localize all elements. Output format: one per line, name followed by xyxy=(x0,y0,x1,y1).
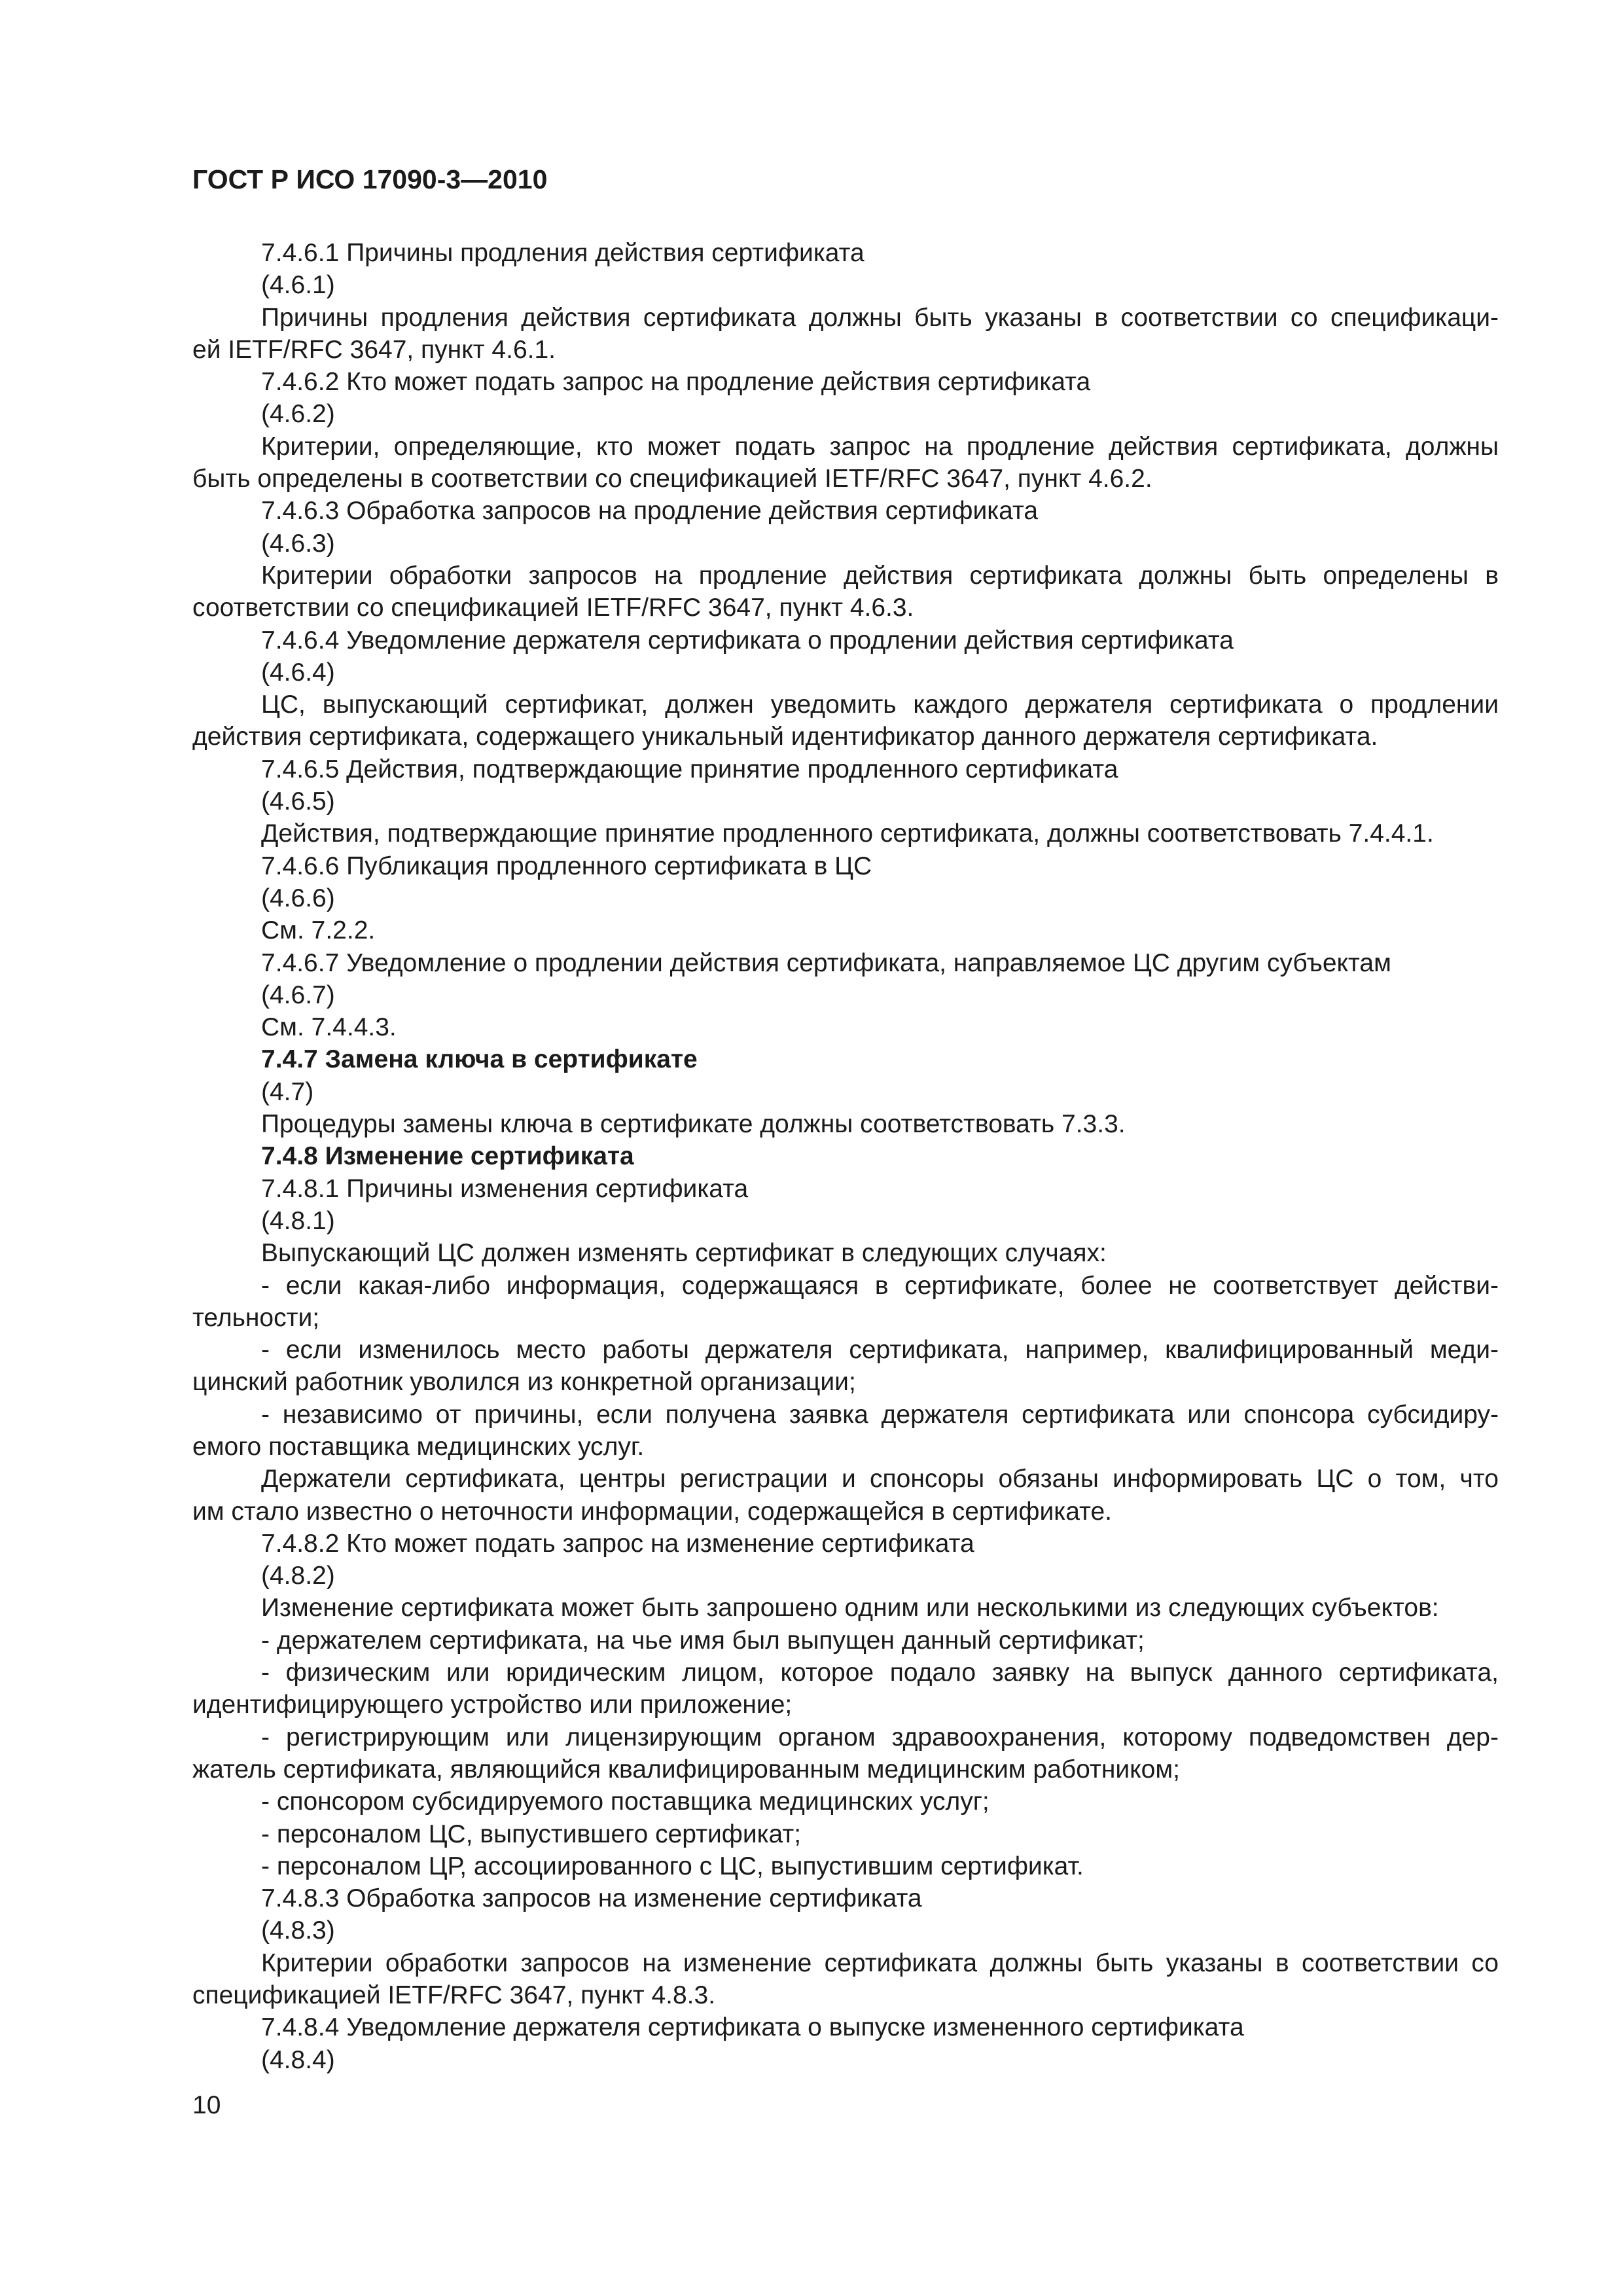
text-line: (4.6.5) xyxy=(261,787,335,816)
text-line: - персоналом ЦР, ассоциированного с ЦС, выпустившим сертификат. xyxy=(261,1852,1084,1880)
text-line: - если изменилось место работы держателя сертификата, например, квалифицированный меди- xyxy=(261,1336,1499,1365)
text-line: 7.4.8.4 Уведомление держателя сертификата о выпуске измененного сертификата xyxy=(261,2013,1244,2042)
text-line: Выпускающий ЦС должен изменять сертификат в следующих случаях: xyxy=(261,1239,1107,1268)
text-line: Причины продления действия сертификата должны быть указаны в соответствии со спецификаци- xyxy=(261,303,1499,332)
text-line: Изменение сертификата может быть запрошено одним или несколькими из следующих субъектов: xyxy=(261,1594,1439,1623)
text-line: 7.4.6.1 Причины продления действия сертификата xyxy=(261,239,865,267)
text-line: Критерии обработки запросов на продление действия сертификата должны быть определены в xyxy=(261,561,1499,590)
text-line: - держателем сертификата, на чье имя был выпущен данный сертификат; xyxy=(261,1626,1145,1655)
text-line: (4.7) xyxy=(261,1077,314,1106)
text-line: - спонсором субсидируемого поставщика медицинских услуг; xyxy=(261,1787,990,1816)
text-line: тельности; xyxy=(192,1303,320,1332)
text-line: жатель сертификата, являющийся квалифицированным медицинским работником; xyxy=(192,1755,1181,1784)
text-line: (4.8.3) xyxy=(261,1916,335,1945)
text-line: ей IETF/RFC 3647, пункт 4.6.1. xyxy=(192,335,556,364)
text-line: действия сертификата, содержащего уникальный идентификатор данного держателя сертификата. xyxy=(192,723,1378,751)
text-line: им стало известно о неточности информации, содержащейся в сертификате. xyxy=(192,1497,1113,1526)
text-line: Процедуры замены ключа в сертификате должны соответствовать 7.3.3. xyxy=(261,1110,1126,1139)
text-line: (4.6.6) xyxy=(261,884,335,912)
text-line: (4.8.4) xyxy=(261,2045,335,2074)
text-line: (4.8.2) xyxy=(261,1562,335,1590)
text-line: (4.6.7) xyxy=(261,980,335,1009)
text-line: 7.4.6.2 Кто может подать запрос на продление действия сертификата xyxy=(261,368,1091,397)
text-line: - если какая-либо информация, содержащаяся в сертификате, более не соответствует действи- xyxy=(261,1271,1499,1300)
text-line: 7.4.6.4 Уведомление держателя сертификата о продлении действия сертификата xyxy=(261,626,1234,655)
text-line: Критерии обработки запросов на изменение сертификата должны быть указаны в соответствии со xyxy=(261,1948,1499,1977)
text-line: спецификацией IETF/RFC 3647, пункт 4.8.3. xyxy=(192,1981,716,2010)
section-heading: 7.4.8 Изменение сертификата xyxy=(261,1142,634,1171)
text-line: - физическим или юридическим лицом, которое подало заявку на выпуск данного сертификата, xyxy=(261,1659,1499,1687)
text-line: 7.4.8.3 Обработка запросов на изменение сертификата xyxy=(261,1884,922,1913)
text-line: цинский работник уволился из конкретной организации; xyxy=(192,1368,856,1397)
text-line: - независимо от причины, если получена заявка держателя сертификата или спонсора субсидиру- xyxy=(261,1400,1499,1429)
text-line: 7.4.6.3 Обработка запросов на продление действия сертификата xyxy=(261,497,1039,526)
text-line: См. 7.4.4.3. xyxy=(261,1013,397,1042)
text-line: 7.4.6.5 Действия, подтверждающие принятие продленного сертификата xyxy=(261,755,1118,783)
text-line: Критерии, определяющие, кто может подать запрос на продление действия сертификата, должны xyxy=(261,432,1499,461)
text-line: (4.8.1) xyxy=(261,1206,335,1235)
text-line: 7.4.8.1 Причины изменения сертификата xyxy=(261,1174,749,1203)
document-page xyxy=(192,164,1499,2076)
text-line: 7.4.6.6 Публикация продленного сертификата в ЦС xyxy=(261,852,872,880)
text-line: идентифицирующего устройство или приложение; xyxy=(192,1691,793,1719)
document-header: ГОСТ Р ИСО 17090-3—2010 xyxy=(192,164,548,194)
text-line: См. 7.2.2. xyxy=(261,916,376,945)
text-line: (4.6.4) xyxy=(261,658,335,687)
text-line: - регистрирующим или лицензирующим органом здравоохранения, которому подведомствен дер- xyxy=(261,1723,1499,1751)
text-line: Держатели сертификата, центры регистрации и спонсоры обязаны информировать ЦС о том, что xyxy=(261,1465,1499,1494)
text-line: (4.6.3) xyxy=(261,529,335,558)
text-line: ЦС, выпускающий сертификат, должен уведомить каждого держателя сертификата о продлении xyxy=(261,691,1499,719)
text-line: - персоналом ЦС, выпустившего сертификат; xyxy=(261,1820,802,1848)
document-body xyxy=(192,237,1499,2076)
text-line: (4.6.2) xyxy=(261,400,335,429)
text-line: Действия, подтверждающие принятие продленного сертификата, должны соответствовать 7.4.4.1. xyxy=(261,819,1434,848)
page-number: 10 xyxy=(192,2091,221,2119)
text-line: соответствии со спецификацией IETF/RFC 3647, пункт 4.6.3. xyxy=(192,594,914,622)
text-line: емого поставщика медицинских услуг. xyxy=(192,1432,645,1461)
text-line: быть определены в соответствии со спецификацией IETF/RFC 3647, пункт 4.6.2. xyxy=(192,465,1152,493)
text-line: (4.6.1) xyxy=(261,271,335,300)
text-line: 7.4.8.2 Кто может подать запрос на изменение сертификата xyxy=(261,1529,974,1558)
text-line: 7.4.6.7 Уведомление о продлении действия сертификата, направляемое ЦС другим субъектам xyxy=(261,948,1391,977)
section-heading: 7.4.7 Замена ключа в сертификате xyxy=(261,1045,698,1074)
